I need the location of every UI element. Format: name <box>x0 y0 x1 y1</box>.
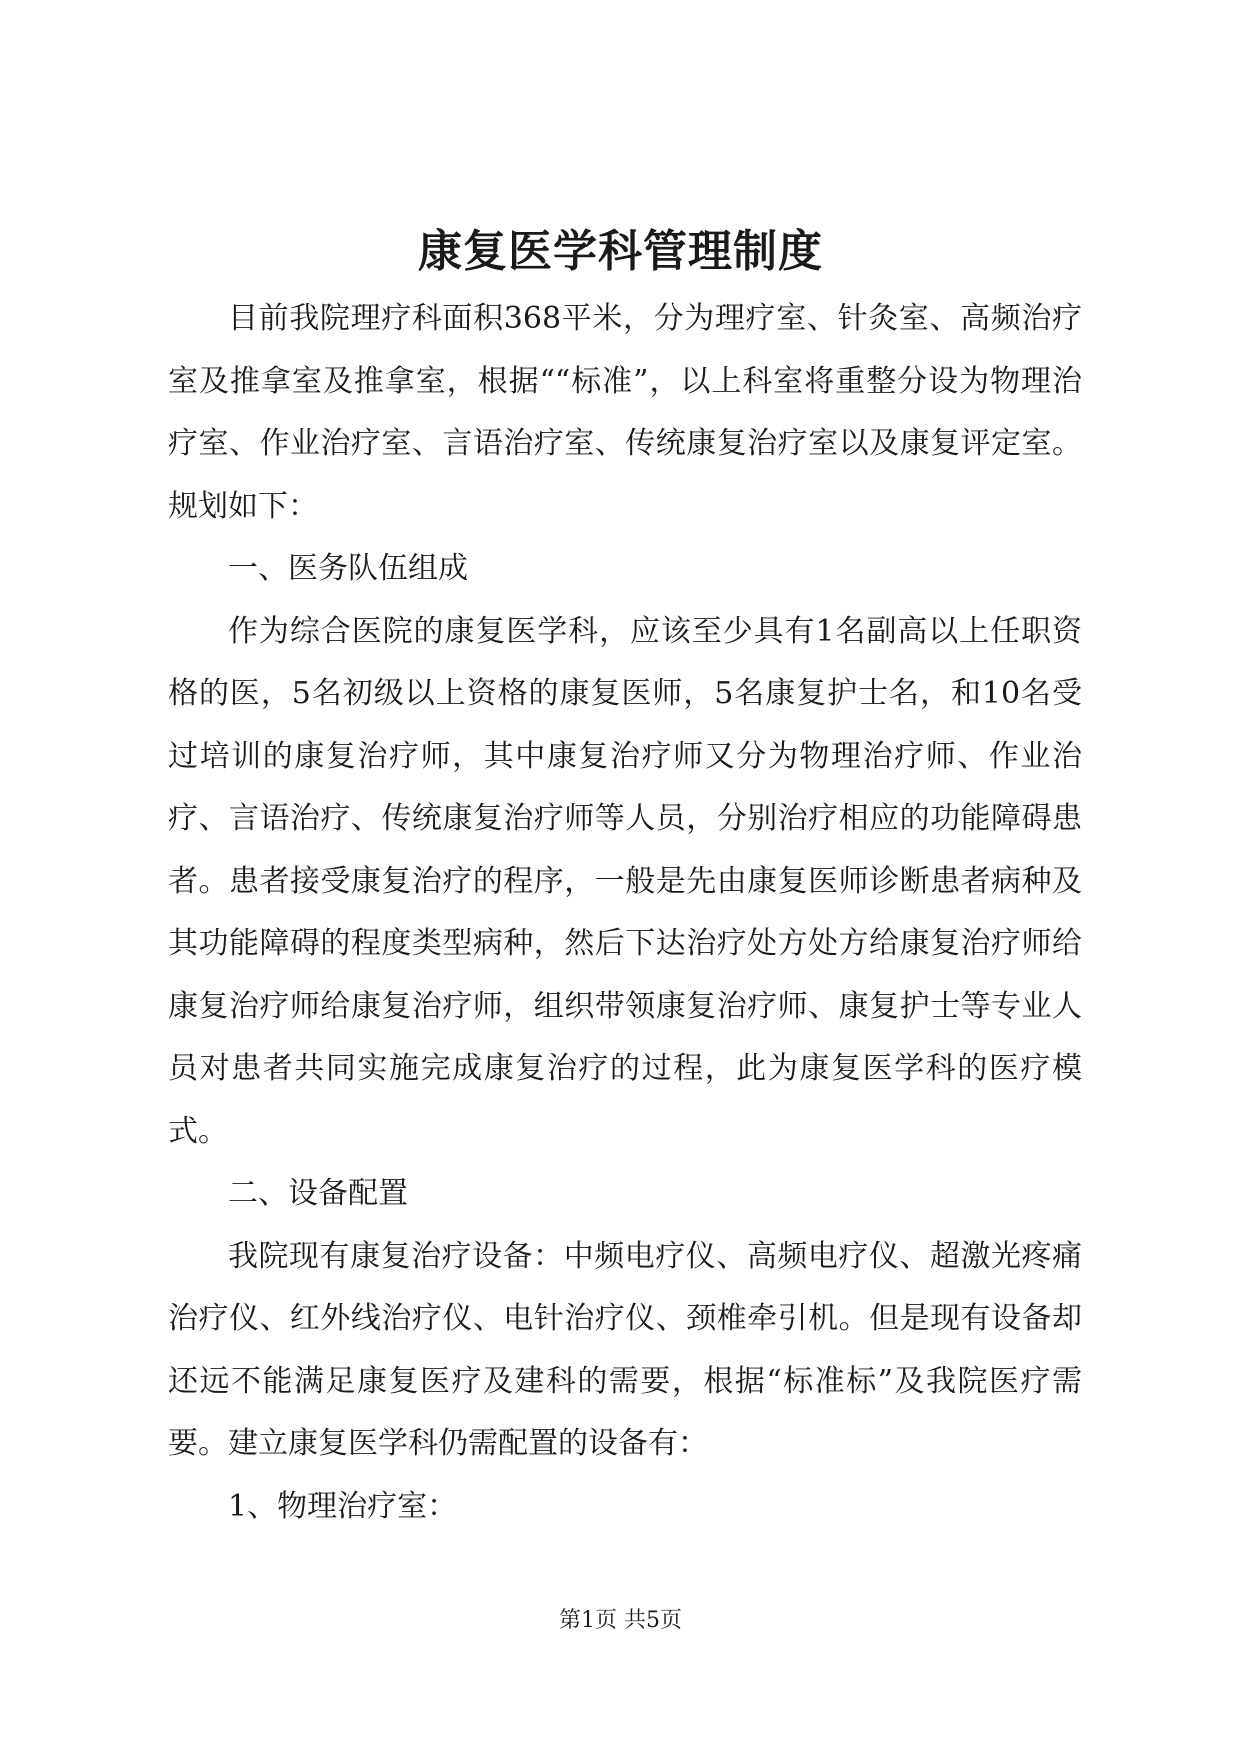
section-heading-staff: 一、医务队伍组成 <box>228 551 468 586</box>
page-footer: 第1页 共5页 <box>559 1608 682 1633</box>
paragraph-staff: 作为综合医院的康复医学科，应该至少具有1名副高以上任职资格的医，5名初级以上资格的康复医师，5名康复护士名，和10名受过培训的康复治疗师，其中康复治疗师又分为物理治疗师、作业治疗、言语治疗、传统康复治疗师等人员，分别治疗相应的功能障碍患者。患者接受康复治疗的程序，一般是先由康复医师诊断患者病种及其功能障碍的程度类型病种，然后下达治疗处方处方给康复治疗师给康复治疗师给康复治疗师，组织带领康复治疗师、康复护士等专业人员对患者共同实施完成康复治疗的过程，此为康复医学科的医疗模式。 <box>168 613 1082 1149</box>
paragraph-equipment: 我院现有康复治疗设备：中频电疗仪、高频电疗仪、超激光疼痛治疗仪、红外线治疗仪、电针治疗仪、颈椎牵引机。但是现有设备却还远不能满足康复医疗及建科的需要，根据“标准标”及我院医疗需要。建立康复医学科仍需配置的设备有： <box>168 1238 1082 1461</box>
subsection-physical-therapy: 1、物理治疗室： <box>228 1488 458 1524</box>
document-body <box>168 288 1082 1538</box>
paragraph-intro: 目前我院理疗科面积368平米，分为理疗室、针灸室、高频治疗室及推拿室及推拿室，根据““标准”，以上科室将重整分设为物理治疗室、作业治疗室、言语治疗室、传统康复治疗室以及康复评定室。规划如下： <box>168 301 1082 524</box>
document-title: 康复医学科管理制度 <box>418 226 823 277</box>
section-heading-equipment: 二、设备配置 <box>228 1176 408 1211</box>
